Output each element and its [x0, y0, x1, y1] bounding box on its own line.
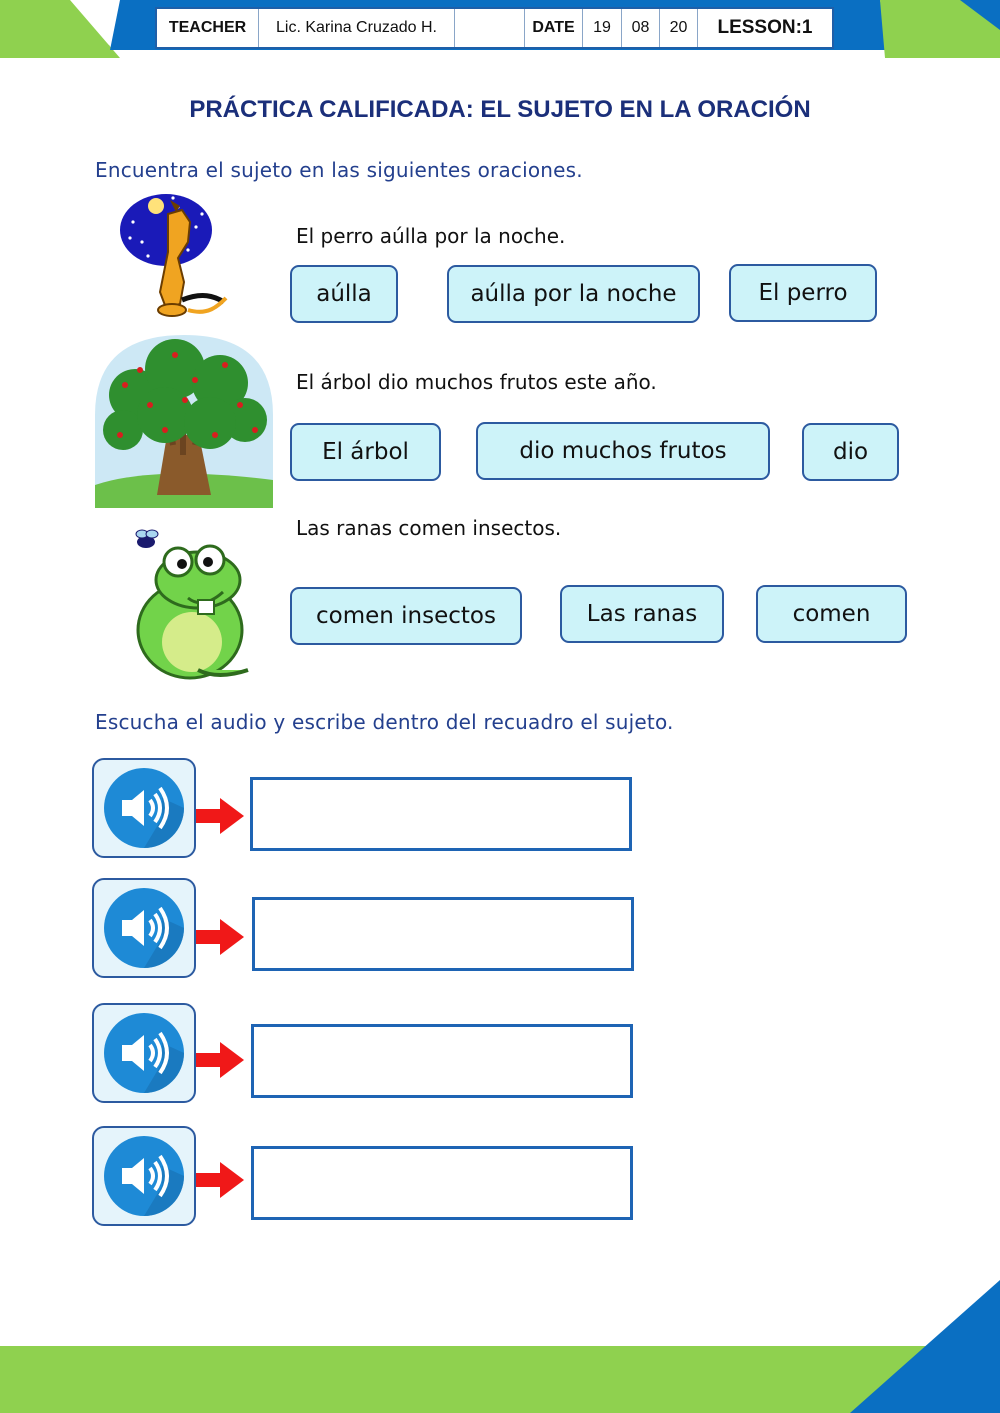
date-day: 19: [583, 9, 622, 47]
red-arrow-icon: [196, 919, 244, 955]
answer-input-2[interactable]: [252, 897, 634, 971]
speaker-icon: [102, 1134, 186, 1218]
header-table: [155, 7, 834, 49]
audio-button-3[interactable]: [92, 1003, 196, 1103]
audio-button-2[interactable]: [92, 878, 196, 978]
teacher-name: Lic. Karina Cruzado H.: [259, 9, 455, 47]
fly-icon: [136, 530, 158, 548]
q3-option-2[interactable]: Las ranas: [560, 585, 724, 643]
frog-illustration: [128, 520, 258, 688]
lesson-label: LESSON:1: [717, 17, 813, 38]
speaker-icon: [102, 766, 186, 850]
q1-option-3[interactable]: El perro: [729, 264, 877, 322]
q1-option-2[interactable]: aúlla por la noche: [447, 265, 700, 323]
section1-instruction: Encuentra el sujeto en las siguientes oraciones.: [95, 158, 583, 182]
header-spacer: [455, 9, 525, 47]
question-2-sentence: El árbol dio muchos frutos este año.: [296, 370, 657, 394]
question-3-sentence: Las ranas comen insectos.: [296, 516, 562, 540]
date-month: 08: [622, 9, 660, 47]
page-title: PRÁCTICA CALIFICADA: EL SUJETO EN LA ORACIÓN: [189, 96, 811, 123]
q3-option-1[interactable]: comen insectos: [290, 587, 522, 645]
answer-input-3[interactable]: [251, 1024, 633, 1098]
date-label: DATE: [525, 9, 583, 47]
date-year: 20: [660, 9, 698, 47]
question-1-sentence: El perro aúlla por la noche.: [296, 224, 566, 248]
speaker-icon: [102, 886, 186, 970]
q2-option-3[interactable]: dio: [802, 423, 899, 481]
q2-option-2[interactable]: dio muchos frutos: [476, 422, 770, 480]
answer-input-4[interactable]: [251, 1146, 633, 1220]
section2-instruction: Escucha el audio y escribe dentro del recuadro el sujeto.: [95, 710, 674, 734]
footer-band: [0, 1280, 1000, 1413]
teacher-label: TEACHER: [157, 9, 259, 47]
answer-input-1[interactable]: [250, 777, 632, 851]
speaker-icon: [102, 1011, 186, 1095]
q3-option-3[interactable]: comen: [756, 585, 907, 643]
audio-button-1[interactable]: [92, 758, 196, 858]
q2-option-1[interactable]: El árbol: [290, 423, 441, 481]
howling-dog-illustration: [118, 192, 238, 326]
audio-button-4[interactable]: [92, 1126, 196, 1226]
q1-option-1[interactable]: aúlla: [290, 265, 398, 323]
fruit-tree-illustration: [95, 335, 273, 508]
red-arrow-icon: [196, 1042, 244, 1078]
red-arrow-icon: [196, 798, 244, 834]
red-arrow-icon: [196, 1162, 244, 1198]
